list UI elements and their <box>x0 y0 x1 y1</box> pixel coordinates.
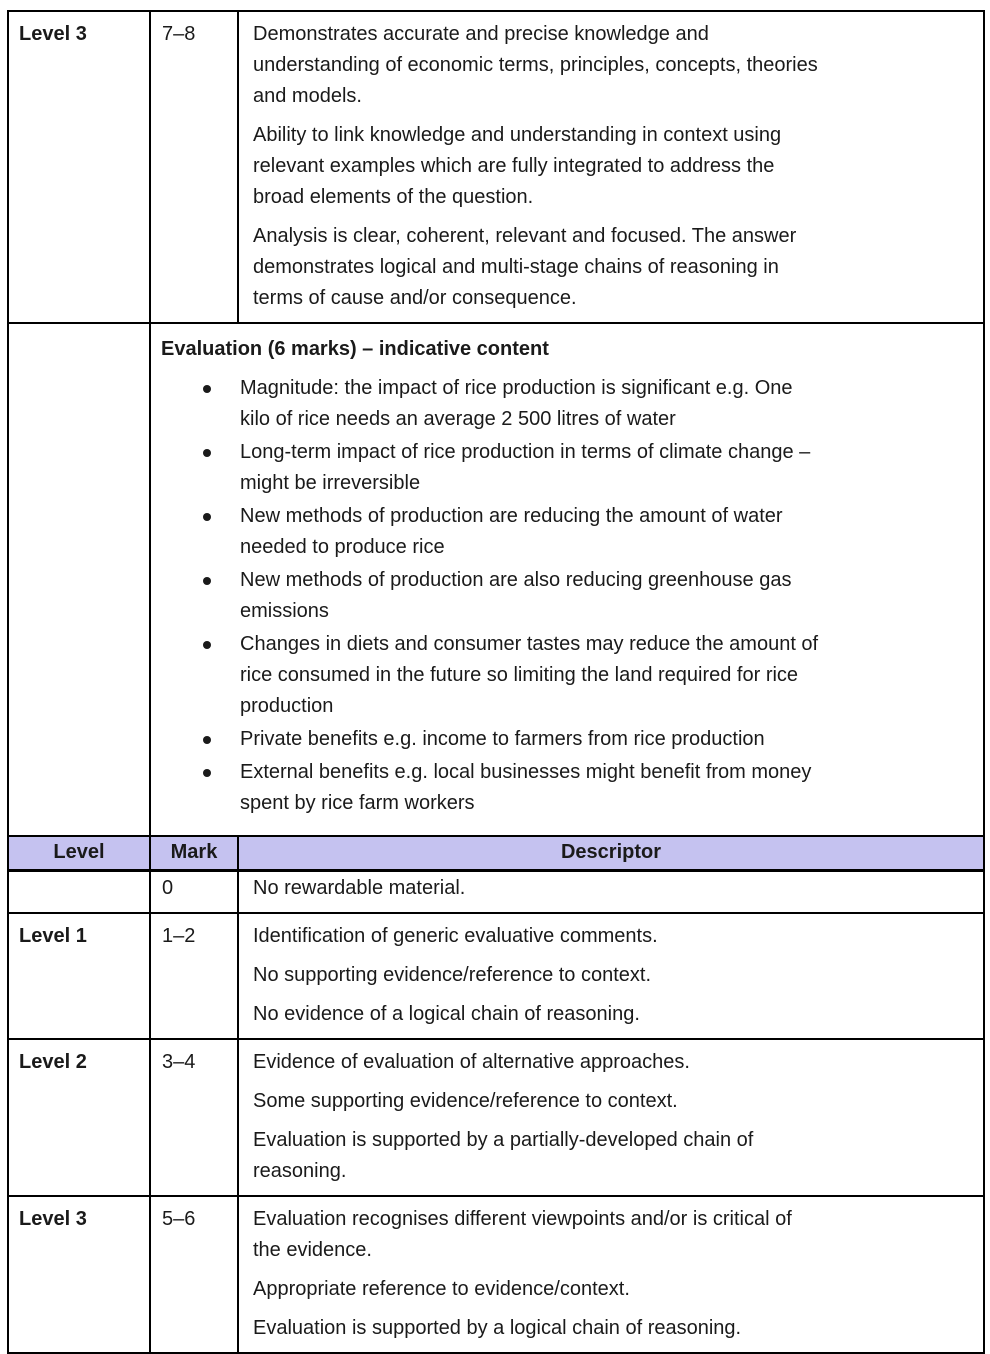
descriptor-paragraph: Some supporting evidence/reference to context. <box>253 1089 678 1112</box>
descriptor-paragraph: No supporting evidence/reference to context. <box>253 963 652 986</box>
level-cell-empty <box>8 870 150 913</box>
bullet-icon <box>203 736 211 744</box>
mark-scheme-table <box>7 10 985 1354</box>
bullet-text: New methods of production are reducing the amount of water needed to produce rice <box>240 505 783 558</box>
descriptor-paragraph: Identification of generic evaluative comments. <box>253 924 658 947</box>
level-cell-empty <box>8 323 150 836</box>
descriptor-paragraph: Evaluation is supported by a logical chain of reasoning. <box>253 1316 742 1339</box>
bullet-text: Private benefits e.g. income to farmers from rice production <box>240 728 765 750</box>
level-label: Level 1 <box>19 924 87 947</box>
level-cell <box>8 1039 150 1196</box>
list-item <box>161 437 973 499</box>
mark-cell <box>150 913 238 1039</box>
bullet-text: Changes in diets and consumer tastes may reduce the amount of rice consumed in the future so limiting the land required for rice production <box>240 633 819 717</box>
descriptor-paragraph: Analysis is clear, coherent, relevant and focused. The answer demonstrates logical and multi-stage chains of reasoning in terms of cause and/or consequence. <box>253 225 797 309</box>
list-item <box>161 757 973 819</box>
descriptor-paragraph: Evaluation is supported by a partially-developed chain of reasoning. <box>253 1128 754 1182</box>
mark-cell <box>150 1196 238 1353</box>
level-label: Level 3 <box>19 23 87 45</box>
bullet-icon <box>203 577 211 585</box>
descriptor-cell <box>238 11 984 323</box>
evaluation-title: Evaluation (6 marks) – indicative content <box>161 338 549 360</box>
column-header-mark: Mark <box>150 836 238 870</box>
descriptor-paragraph: Appropriate reference to evidence/context. <box>253 1277 630 1300</box>
descriptor-cell <box>238 913 984 1039</box>
descriptor-paragraph: No rewardable material. <box>253 876 466 899</box>
descriptor-paragraph: Ability to link knowledge and understanding in context using relevant examples which are fully integrated to address the broad elements of the question. <box>253 124 782 208</box>
bullet-text: External benefits e.g. local businesses might benefit from money spent by rice farm workers <box>240 761 812 814</box>
mark-range: 1–2 <box>162 924 196 947</box>
list-item <box>161 373 973 435</box>
bullet-text: Long-term impact of rice production in terms of climate change – might be irreversible <box>240 441 811 494</box>
table-row-evaluation-indicative-content <box>8 323 984 836</box>
mark-range: 3–4 <box>162 1050 196 1073</box>
level-label: Level 3 <box>19 1207 87 1230</box>
level-label: Level 2 <box>19 1050 87 1073</box>
bullet-icon <box>203 641 211 649</box>
column-header-descriptor: Descriptor <box>238 836 984 870</box>
bullet-icon <box>203 385 211 393</box>
level-cell <box>8 913 150 1039</box>
mark-cell <box>150 11 238 323</box>
table-header-row <box>8 836 984 870</box>
bullet-text: Magnitude: the impact of rice production is significant e.g. One kilo of rice needs an average 2 500 litres of water <box>240 377 793 430</box>
descriptor-cell <box>238 870 984 913</box>
mark-range: 5–6 <box>162 1207 196 1230</box>
table-row-zero-marks <box>8 870 984 913</box>
list-item <box>161 501 973 563</box>
descriptor-cell <box>238 1196 984 1353</box>
list-item <box>161 724 973 755</box>
level-cell <box>8 1196 150 1353</box>
mark-range: 0 <box>162 876 174 899</box>
level-cell <box>8 11 150 323</box>
table-row-level3 <box>8 1196 984 1353</box>
evaluation-content-cell <box>150 323 984 836</box>
mark-range: 7–8 <box>162 23 196 45</box>
table-row-level1 <box>8 913 984 1039</box>
bullet-icon <box>203 513 211 521</box>
table-row-level2 <box>8 1039 984 1196</box>
bullet-text: New methods of production are also reducing greenhouse gas emissions <box>240 569 792 622</box>
bullet-icon <box>203 769 211 777</box>
descriptor-paragraph: No evidence of a logical chain of reasoning. <box>253 1002 640 1025</box>
descriptor-paragraph: Evidence of evaluation of alternative approaches. <box>253 1050 690 1073</box>
bullet-icon <box>203 449 211 457</box>
table-row-level3-knowledge <box>8 11 984 323</box>
mark-cell <box>150 1039 238 1196</box>
mark-cell <box>150 870 238 913</box>
column-header-level: Level <box>8 836 150 870</box>
descriptor-paragraph: Evaluation recognises different viewpoints and/or is critical of the evidence. <box>253 1207 792 1261</box>
list-item <box>161 565 973 627</box>
descriptor-cell <box>238 1039 984 1196</box>
descriptor-paragraph: Demonstrates accurate and precise knowledge and understanding of economic terms, principles, concepts, theories and models. <box>253 23 818 107</box>
list-item <box>161 629 973 722</box>
